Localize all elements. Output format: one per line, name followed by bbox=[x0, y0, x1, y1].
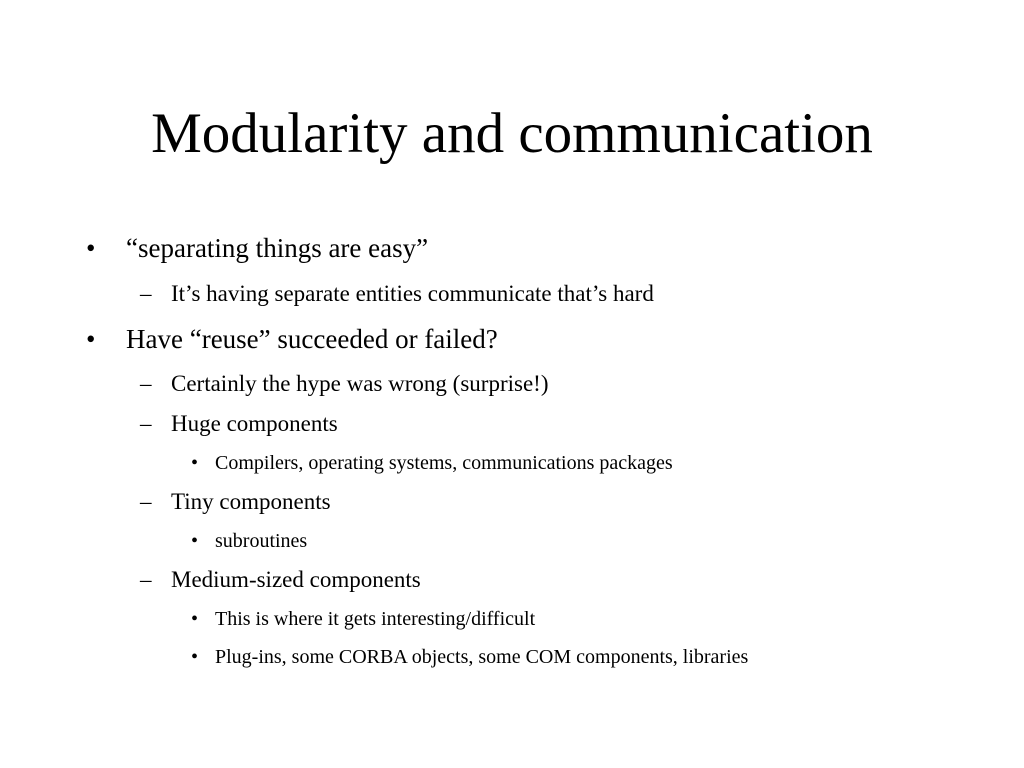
bullet-marker: • bbox=[86, 233, 96, 263]
sub-sub-bullet-text: Compilers, operating systems, communications packages bbox=[215, 452, 673, 474]
sub-bullet-text: Certainly the hype was wrong (surprise!) bbox=[171, 371, 549, 396]
sub-bullet-text: Huge components bbox=[171, 411, 338, 436]
bullet-text: Have “reuse” succeeded or failed? bbox=[126, 324, 498, 354]
sub-bullet-text: It’s having separate entities communicate that’s hard bbox=[171, 281, 654, 306]
sub-sub-bullet-text: Plug-ins, some CORBA objects, some COM components, libraries bbox=[215, 646, 749, 668]
bullet-marker: • bbox=[86, 324, 96, 354]
bullet-marker: • bbox=[191, 452, 199, 474]
bullet-text: “separating things are easy” bbox=[126, 233, 429, 263]
slide-title: Modularity and communication bbox=[151, 102, 873, 165]
sub-bullet-text: Medium-sized components bbox=[171, 567, 421, 592]
sub-bullet-text: Tiny components bbox=[171, 489, 331, 514]
dash-marker: – bbox=[140, 567, 152, 592]
sub-sub-bullet-text: subroutines bbox=[215, 530, 308, 552]
dash-marker: – bbox=[140, 411, 152, 436]
sub-sub-bullet-text: This is where it gets interesting/difficult bbox=[215, 608, 536, 630]
bullet-marker: • bbox=[191, 646, 199, 668]
dash-marker: – bbox=[140, 489, 152, 514]
dash-marker: – bbox=[140, 371, 152, 396]
bullet-marker: • bbox=[191, 608, 199, 630]
dash-marker: – bbox=[140, 281, 152, 306]
bullet-marker: • bbox=[191, 530, 199, 552]
